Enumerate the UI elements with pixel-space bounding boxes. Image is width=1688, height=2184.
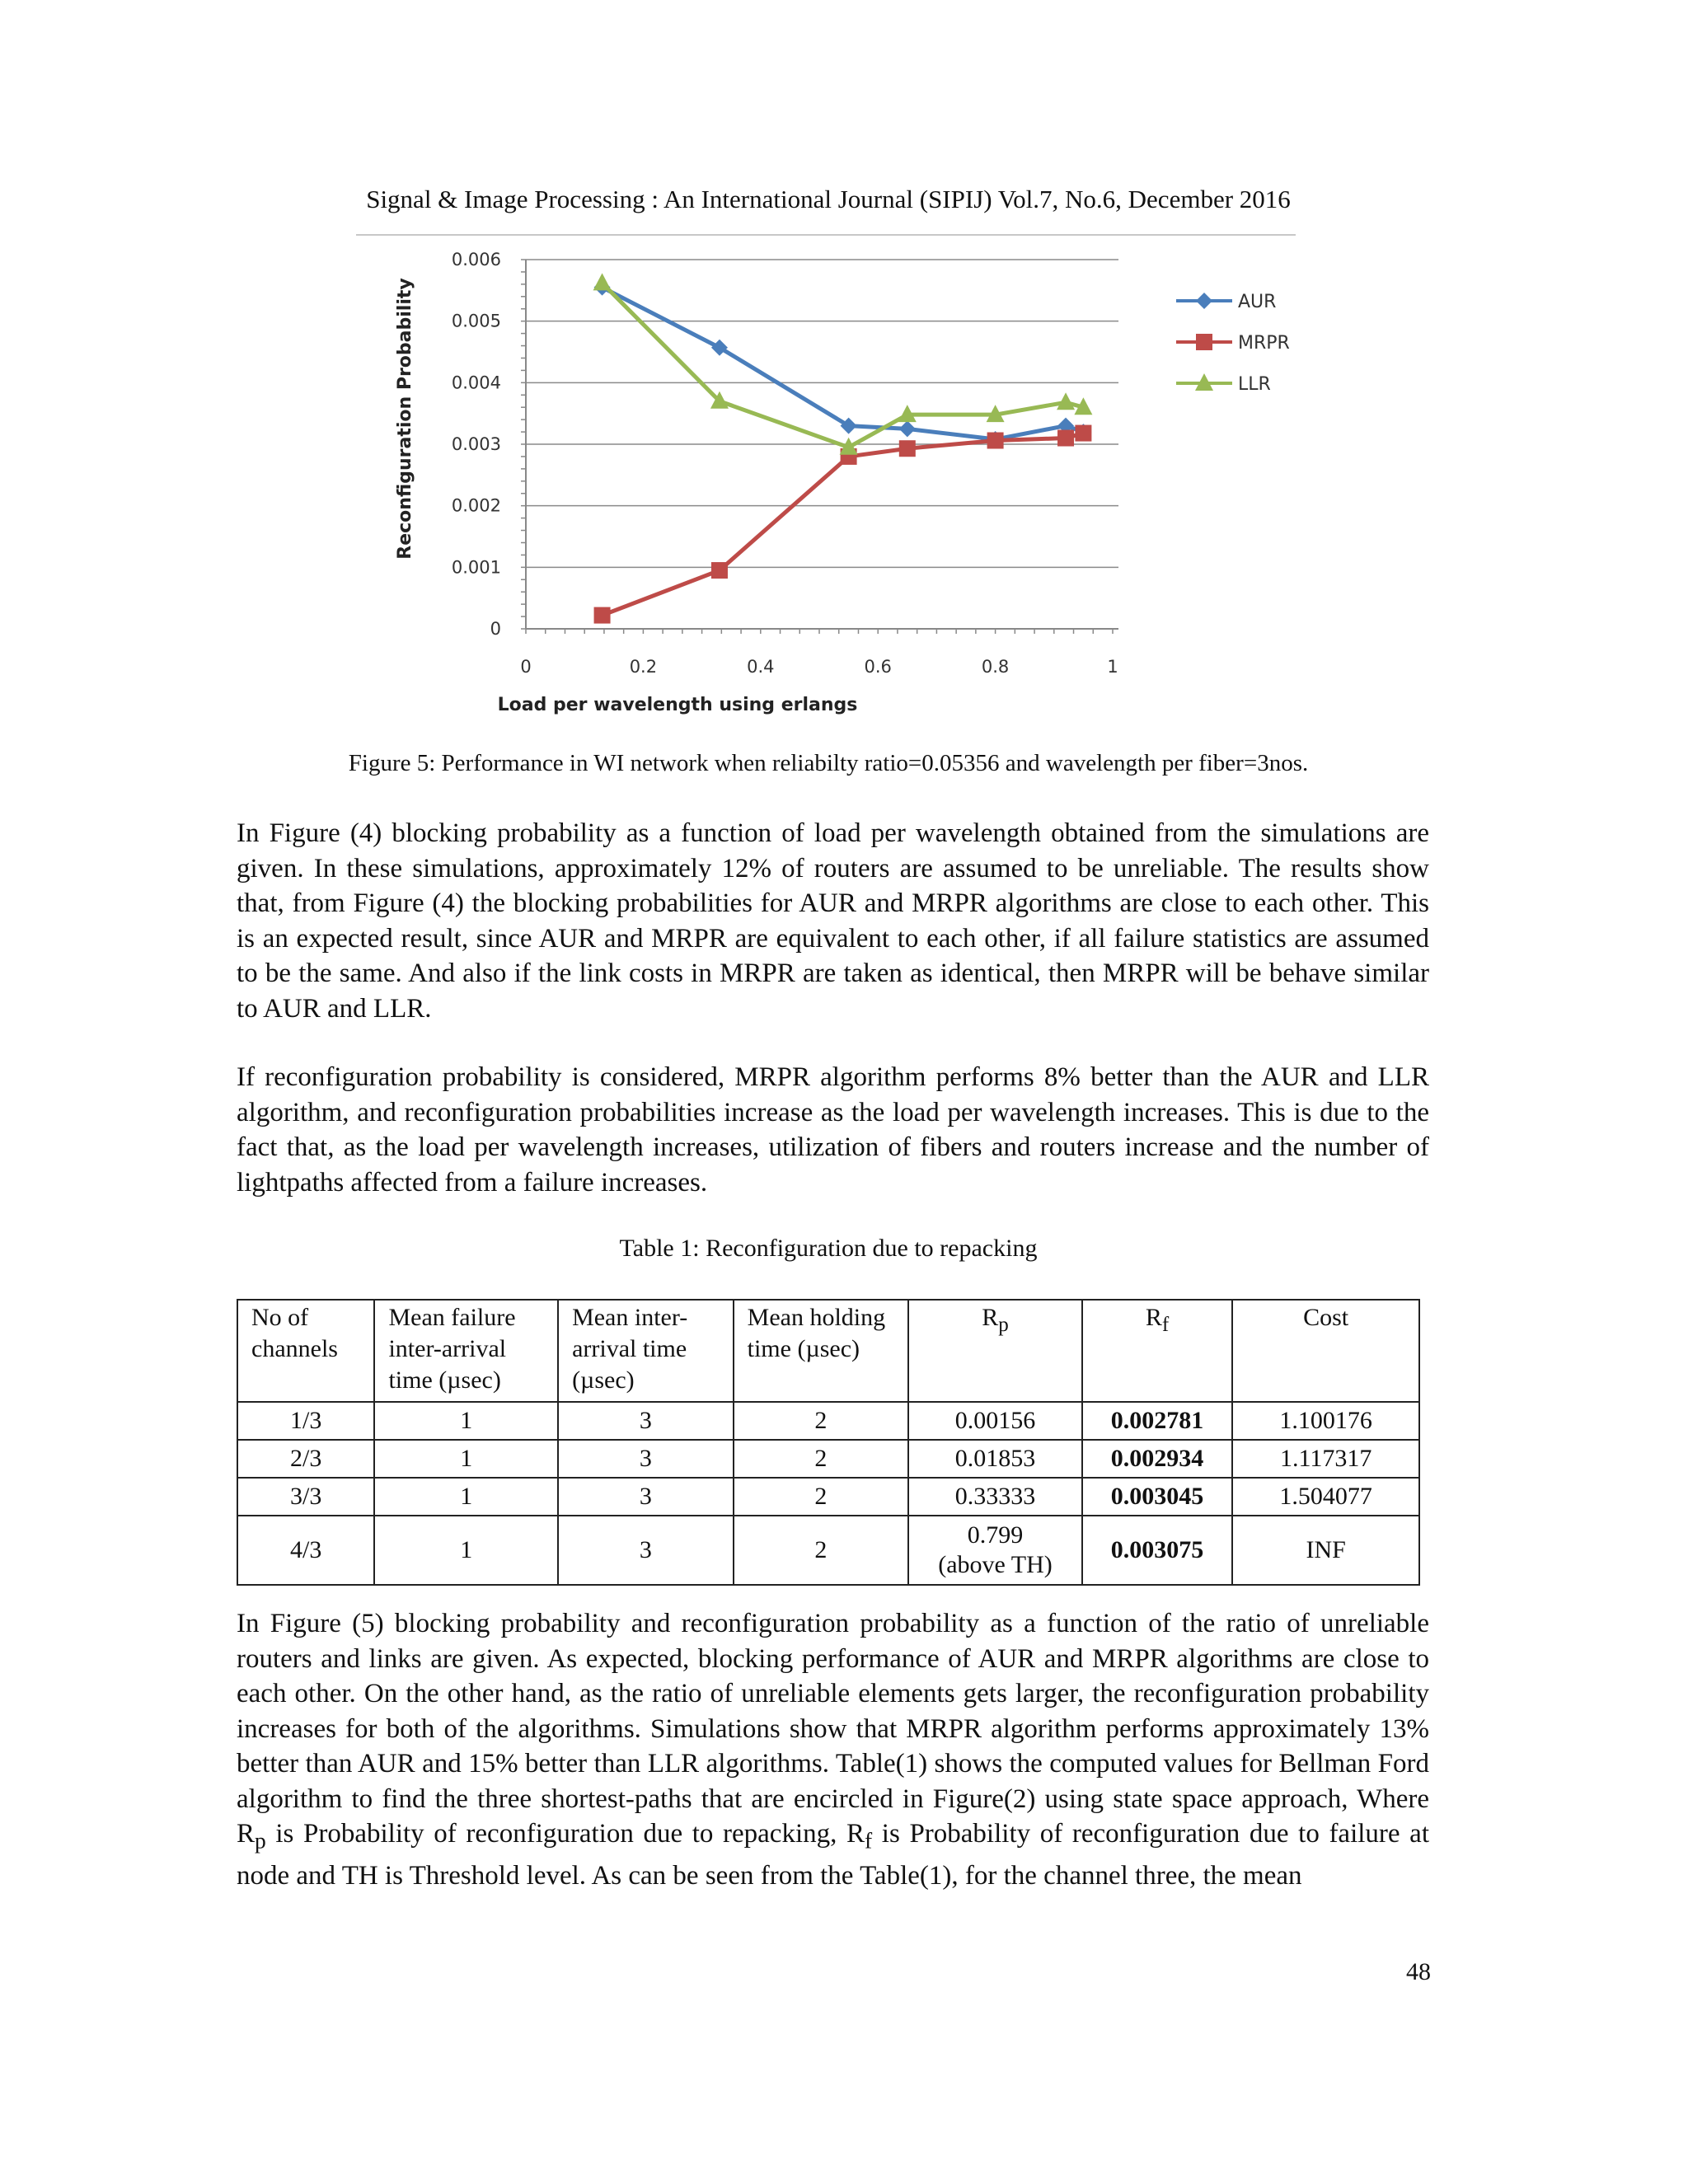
cell-inter-arrival: 3: [558, 1478, 734, 1516]
data-point: [899, 420, 916, 437]
legend-label: LLR: [1238, 374, 1271, 395]
cell-cost: 1.504077: [1232, 1478, 1419, 1516]
cell-inter-arrival: 3: [558, 1440, 734, 1478]
y-tick-label: 0: [490, 619, 501, 639]
col-header-channels: No of channels: [237, 1300, 374, 1402]
rp-subscript: p: [998, 1314, 1009, 1336]
y-tick-label: 0.004: [451, 373, 501, 393]
cell-rp-note: (above TH): [938, 1551, 1053, 1578]
rp-symbol: R: [982, 1304, 999, 1331]
paragraph-3-part-1: In Figure (5) blocking probability and reconfiguration probability as a function of the ratio of unreliable routers and links are given. As expected, blocking performance of AUR and MRPR algorithms are close to each other. On the other hand, as the ratio of unreliable elements gets larger, the reconfiguration probability increases for both of the algorithms. Simulations show that MRPR algorithm performs approximately 13% better than AUR and 15% better than LLR algorithms. Table(1) shows the computed values for Bellman Ford algorithm to find the three shortest-paths that are encircled in Figure(2) using state space approach, Where R: [237, 1609, 1429, 1849]
cell-failure: 1: [374, 1440, 558, 1478]
y-tick-label: 0.005: [451, 311, 501, 331]
y-axis-label: Reconfiguration Probability: [395, 278, 415, 560]
data-point: [593, 273, 612, 290]
x-tick-label: 0.6: [864, 657, 892, 677]
table-row: [237, 1440, 1419, 1478]
figure-caption: Figure 5: Performance in WI network when reliabilty ratio=0.05356 and wavelength per fiber=3nos.: [348, 750, 1309, 776]
col-header-rf: [1082, 1300, 1233, 1402]
paragraph-3: [237, 1606, 1429, 1894]
legend-label: AUR: [1238, 292, 1277, 312]
cell-rp: 0.01853: [908, 1440, 1082, 1478]
cell-inter-arrival: 3: [558, 1516, 734, 1585]
x-tick-label: 0.4: [747, 657, 775, 677]
legend-item: [1176, 292, 1276, 312]
cell-rf: 0.003045: [1082, 1478, 1233, 1516]
paragraph-2: If reconfiguration probability is considered, MRPR algorithm performs 8% better than the AUR and LLR algorithm, and reconfiguration probabilities increase as the load per wavelength increases. This is due to the fact that, as the load per wavelength increases, utilization of fibers and routers increase and the number of lightpaths affected from a failure increases.: [237, 1062, 1429, 1197]
series-line: [603, 288, 1084, 439]
data-point: [1196, 334, 1212, 350]
data-point: [594, 607, 611, 624]
rp-subscript-inline: p: [255, 1827, 266, 1854]
data-point: [1057, 430, 1074, 447]
table-row: [237, 1516, 1419, 1585]
cell-rf: 0.002934: [1082, 1440, 1233, 1478]
x-tick-label: 1: [1107, 657, 1118, 677]
cell-inter-arrival: 3: [558, 1402, 734, 1440]
table-row: [237, 1478, 1419, 1516]
legend-item: [1176, 373, 1271, 395]
data-point: [899, 440, 916, 457]
data-point: [1075, 425, 1091, 442]
cell-rp: 0.33333: [908, 1478, 1082, 1516]
cell-holding: 2: [734, 1478, 909, 1516]
cell-channels: 3/3: [237, 1478, 374, 1516]
x-tick-label: 0.8: [981, 657, 1010, 677]
rf-subscript: f: [1161, 1314, 1170, 1336]
series-aur: [594, 279, 1092, 448]
cell-holding: 2: [734, 1402, 909, 1440]
data-point: [987, 433, 1004, 449]
x-tick-label: 0: [520, 657, 532, 677]
col-header-holding: Mean holding time (µsec): [734, 1300, 909, 1402]
cell-channels: 4/3: [237, 1516, 374, 1585]
cell-holding: 2: [734, 1440, 909, 1478]
x-axis-label: Load per wavelength using erlangs: [497, 695, 858, 715]
cell-failure: 1: [374, 1478, 558, 1516]
y-tick-label: 0.001: [451, 557, 501, 578]
paragraph-1: In Figure (4) blocking probability as a function of load per wavelength obtained from the simulations are given. In these simulations, approximately 12% of routers are assumed to be unreliable. The results show that, from Figure (4) the blocking probabilities for AUR and MRPR algorithms are close to each other. This is an expected result, since AUR and MRPR are equivalent to each other, if all failure statistics are assumed to be the same. And also if the link costs in MRPR are taken as identical, then MRPR will be behave similar to AUR and LLR.: [237, 818, 1429, 1024]
rf-symbol: R: [1145, 1304, 1162, 1331]
col-header-failure: Mean failure inter-arrival time (µsec): [374, 1300, 558, 1402]
table-header-row: [237, 1300, 1419, 1402]
header-rule: [356, 234, 1296, 236]
y-tick-label: 0.002: [451, 495, 501, 516]
table-title: Table 1: Reconfiguration due to repacking: [619, 1235, 1038, 1262]
cell-rf: 0.003075: [1082, 1516, 1233, 1585]
cell-channels: 1/3: [237, 1402, 374, 1440]
cell-cost: INF: [1232, 1516, 1419, 1585]
data-point: [1196, 293, 1212, 309]
cell-failure: 1: [374, 1402, 558, 1440]
cell-failure: 1: [374, 1516, 558, 1585]
x-tick-label: 0.2: [629, 657, 658, 677]
cell-rp-value: 0.799: [967, 1521, 1024, 1549]
reconfiguration-probability-chart: [356, 237, 1296, 740]
cell-rf: 0.002781: [1082, 1402, 1233, 1440]
data-point: [1057, 392, 1075, 410]
running-header: Signal & Image Processing : An International Journal (SIPIJ) Vol.7, No.6, December 2016: [366, 185, 1291, 213]
cell-rp: [908, 1516, 1082, 1585]
rf-subscript-inline: f: [865, 1827, 873, 1854]
cell-holding: 2: [734, 1516, 909, 1585]
cell-cost: 1.100176: [1232, 1402, 1419, 1440]
data-point: [711, 562, 728, 579]
page-number: 48: [1406, 1958, 1431, 1985]
cell-rp: 0.00156: [908, 1402, 1082, 1440]
y-tick-label: 0.006: [451, 250, 501, 269]
y-tick-label: 0.003: [451, 434, 501, 454]
cell-channels: 2/3: [237, 1440, 374, 1478]
col-header-inter-arrival: Mean inter-arrival time (µsec): [558, 1300, 734, 1402]
reconfiguration-table: [237, 1299, 1420, 1586]
legend-item: [1176, 333, 1290, 354]
cell-cost: 1.117317: [1232, 1440, 1419, 1478]
paragraph-3-part-2: is Probability of reconfiguration due to repacking, R: [265, 1819, 865, 1849]
col-header-rp: [908, 1300, 1082, 1402]
col-header-cost: Cost: [1232, 1300, 1419, 1402]
paragraph-3-part-3: is Probability of reconfiguration due to failure at node and TH is Threshold level. As can be seen from the Table(1), for the channel three, the mean: [237, 1819, 1429, 1891]
table-row: [237, 1402, 1419, 1440]
legend-label: MRPR: [1238, 333, 1290, 354]
